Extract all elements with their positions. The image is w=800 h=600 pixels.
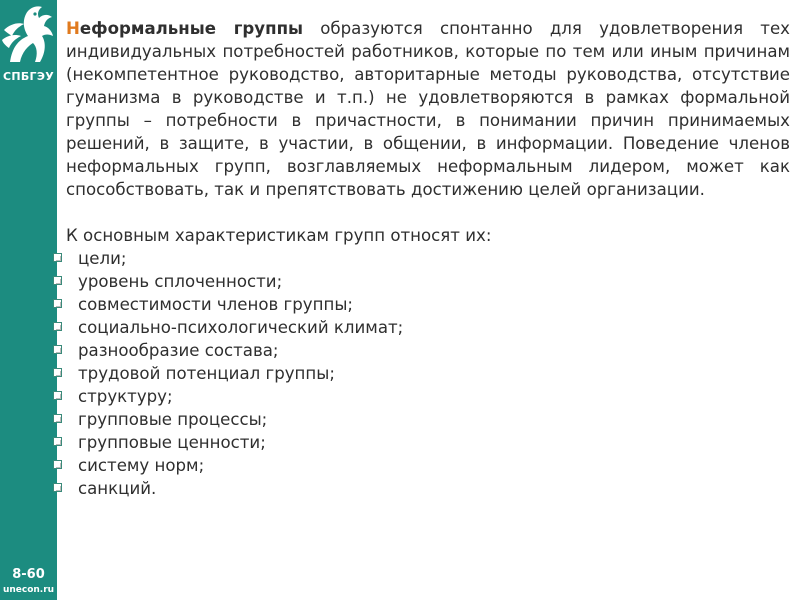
list-item-text: структуру;: [78, 387, 173, 406]
university-logo-text: СПБГЭУ: [2, 70, 55, 83]
list-item-text: разнообразие состава;: [78, 341, 279, 360]
list-item-text: групповые ценности;: [78, 433, 266, 452]
slide-number: 8-60: [12, 567, 45, 582]
list-item-text: трудовой потенциал группы;: [78, 364, 335, 383]
list-item-text: социально-психологический климат;: [78, 318, 404, 337]
list-item: [53, 339, 790, 362]
hollow-square-bullet-icon: [53, 253, 62, 262]
list-item: [53, 431, 790, 454]
site-link[interactable]: unecon.ru: [2, 585, 55, 595]
hollow-square-bullet-icon: [53, 299, 62, 308]
slide-content: [66, 17, 790, 500]
list-item-text: уровень сплоченности;: [78, 272, 283, 291]
paragraph-body: образуются спонтанно для удовлетворения тех индивидуальных потребностей работников, которые по тем или иным причинам (некомпетентное руководство, авторитарные методы руководства, отсутствие гуманизма в руководстве и т.п.) не удовлетворяются в рамках формальной группы – потребности в причастности, в понимании причин принимаемых решений, в защите, в участии, в общении, в информации. Поведение членов неформальных групп, возглавляемых неформальным лидером, может как способствовать, так и препятствовать достижению целей организации.: [66, 19, 790, 199]
list-intro: К основным характеристикам групп относят их:: [66, 226, 492, 245]
list-item-text: санкций.: [78, 479, 157, 498]
list-item: [53, 408, 790, 431]
list-item: [53, 316, 790, 339]
term-first-letter: Н: [66, 19, 80, 38]
list-item: [53, 454, 790, 477]
hollow-square-bullet-icon: [53, 460, 62, 469]
list-item-text: групповые процессы;: [78, 410, 268, 429]
definition-paragraph: [66, 17, 790, 201]
list-item: [53, 270, 790, 293]
hollow-square-bullet-icon: [53, 483, 62, 492]
list-item-text: совместимости членов группы;: [78, 295, 354, 314]
list-item: [53, 477, 790, 500]
hollow-square-bullet-icon: [53, 276, 62, 285]
hollow-square-bullet-icon: [53, 345, 62, 354]
sidebar: [0, 0, 57, 600]
griffin-logo-icon: [0, 0, 57, 70]
list-item-text: систему норм;: [78, 456, 205, 475]
list-item: [53, 247, 790, 270]
list-item: [53, 385, 790, 408]
term-text: еформальные группы: [79, 19, 304, 38]
hollow-square-bullet-icon: [53, 414, 62, 423]
list-item: [53, 362, 790, 385]
hollow-square-bullet-icon: [53, 391, 62, 400]
characteristics-list: [66, 247, 790, 500]
hollow-square-bullet-icon: [53, 437, 62, 446]
hollow-square-bullet-icon: [53, 368, 62, 377]
list-item-text: цели;: [78, 249, 127, 268]
list-item: [53, 293, 790, 316]
hollow-square-bullet-icon: [53, 322, 62, 331]
